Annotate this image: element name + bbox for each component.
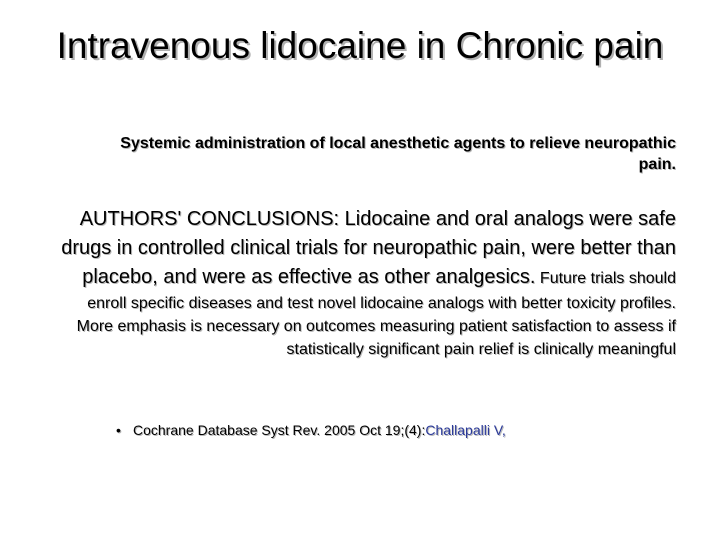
- author-link[interactable]: Challapalli V,: [425, 422, 506, 438]
- slide-subtitle: Systemic administration of local anesthetic agents to relieve neuropathic pain.: [120, 135, 676, 173]
- conclusions-small-text: Future trials should enroll specific diseases and test novel lidocaine analogs with better toxicity profiles. More emphasis is necessary on outcomes measuring patient satisfaction to assess if statistically significant pain relief is clinically meaningful: [76, 270, 676, 358]
- citation-item: [116, 421, 696, 439]
- slide-title: Intravenous lidocaine in Chronic pain: [56, 25, 664, 66]
- conclusions-large-text: AUTHORS' CONCLUSIONS: Lidocaine and oral analogs were safe drugs in controlled clinical trials for neuropathic pain, were better than placebo, and were as effective as other analgesics.: [61, 208, 676, 288]
- citation-source: Cochrane Database Syst Rev. 2005 Oct 19;(4):: [133, 422, 426, 438]
- conclusions-paragraph: [60, 205, 676, 361]
- bullet-icon: •: [116, 422, 121, 438]
